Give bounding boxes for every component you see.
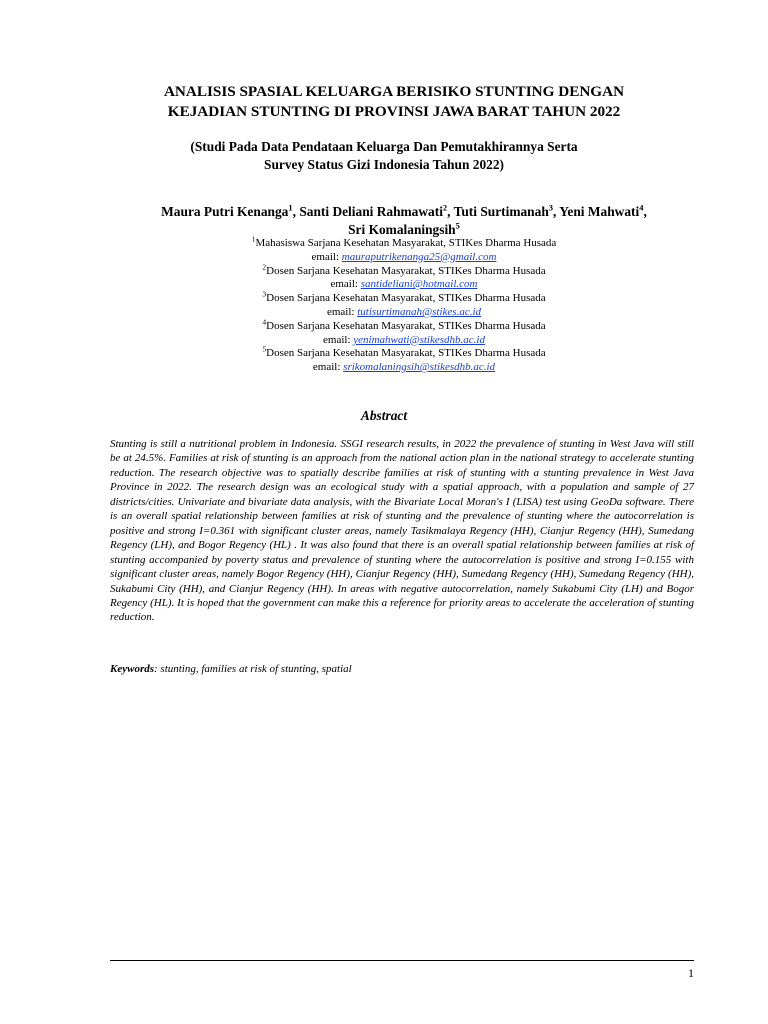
affiliation-number: 4 [262, 317, 267, 327]
paper-title [90, 82, 698, 122]
email-link[interactable]: tutisurtimanah@stikes.ac.id [357, 305, 482, 318]
footer-divider [110, 960, 694, 961]
author-separator: , [292, 204, 300, 219]
email-link[interactable]: srikomalaningsih@stikesdhb.ac.id [343, 361, 496, 374]
keywords [110, 662, 694, 676]
affiliation-number: 2 [262, 261, 267, 271]
title-line-2: KEJADIAN STUNTING DI PROVINSI JAWA BARAT TAHUN 2022 [167, 103, 621, 120]
email-label: email: [326, 305, 358, 318]
author-name: Tuti Surtimanah [453, 204, 549, 219]
author-list [90, 203, 718, 239]
author-separator: , [643, 204, 647, 219]
email-label: email: [312, 361, 344, 374]
affiliation-email-line [90, 278, 718, 292]
email-label: email: [311, 250, 342, 263]
affiliation-institution [90, 344, 718, 361]
author-affiliation-number: 3 [548, 202, 554, 213]
affiliation-list [90, 234, 718, 375]
author-name: Santi Deliani Rahmawati [299, 204, 443, 219]
affiliation-institution [90, 234, 718, 251]
author-name: Maura Putri Kenanga [161, 204, 289, 219]
email-label: email: [330, 278, 361, 291]
affiliation-number: 3 [262, 289, 267, 299]
title-line-1: ANALISIS SPASIAL KELUARGA BERISIKO STUNTING DENGAN [163, 83, 625, 100]
affiliation-email-line [90, 361, 718, 375]
affiliation-name: Dosen Sarjana Kesehatan Masyarakat, STIKes Dharma Husada [266, 347, 546, 360]
author-separator: , [447, 204, 454, 219]
page-number: 1 [688, 966, 694, 980]
affiliation-name: Dosen Sarjana Kesehatan Masyarakat, STIKes Dharma Husada [266, 292, 546, 305]
paper-subtitle [110, 138, 658, 174]
affiliation-institution [90, 261, 718, 279]
author-affiliation-number: 2 [442, 202, 448, 213]
affiliation-email-line [90, 306, 718, 320]
affiliation-institution [90, 317, 718, 334]
subtitle-line-2: Survey Status Gizi Indonesia Tahun 2022) [264, 157, 504, 172]
affiliation-institution [90, 289, 718, 306]
affiliation-number: 5 [262, 344, 267, 354]
email-link[interactable]: mauraputrikenanga25@gmail.com [341, 250, 497, 263]
author-name: Sri Komalaningsih [348, 222, 456, 237]
abstract-heading: Abstract [360, 408, 408, 423]
email-label: email: [323, 333, 354, 346]
keywords-label: Keywords [110, 663, 154, 675]
author-affiliation-number: 5 [455, 220, 460, 231]
author-line-1 [90, 203, 718, 221]
affiliation-email-line [90, 334, 718, 348]
affiliation-name: Dosen Sarjana Kesehatan Masyarakat, STIKes Dharma Husada [266, 319, 546, 332]
abstract-body: Stunting is still a nutritional problem in Indonesia. SSGI research results, in 2022 the prevalence of stunting in West Java will still be at 24.5%. Families at risk of stunting is an approach from the national action plan in the national strategy to accelerate stunting reduction. The research objective was to spatially describe families at risk of stunting with a stunting prevalence in West Java Province in 2022. The research design was an ecological study with a spatial approach, with a population and sample of 27 districts/cities. Univariate and bivariate data analysis, with the Bivariate Local Moran's I (LISA) test using GeoDa software. There is an overall spatial relationship between families at risk of stunting and the prevalence of stunting where the autocorrelation is positive and strong I=0.361 with significant cluster areas, namely Tasikmalaya Regency (HH), Cianjur Regency (HH), Sumedang Regency (LH), and Bogor Regency (HL) . It was also found that there is an overall spatial relationship between families at risk of stunting accompanied by poverty status and prevalence of stunting where the autocorrelation is positive and strong I=0.155 with significant cluster areas, namely Bogor Regency (HH), Cianjur Regency (HH), Sumedang Regency (HH), Sumedang Regency (HH), Sukabumi City (HH), and Cianjur Regency (HH). In areas with negative autocorrelation, namely Sukabumi City (LH) and Bogor Regency (HL). It is hoped that the government can make this a reference for priority areas to accelerate the acceleration of stunting reduction. [110, 438, 694, 624]
keywords-list: : stunting, families at risk of stunting, spatial [154, 663, 352, 675]
affiliation-number: 1 [251, 234, 256, 244]
affiliation-name: Mahasiswa Sarjana Kesehatan Masyarakat, STIKes Dharma Husada [255, 237, 557, 249]
subtitle-line-1: (Studi Pada Data Pendataan Keluarga Dan Pemutakhirannya Serta [190, 139, 578, 154]
author-separator: , [553, 204, 560, 219]
email-link[interactable]: santideliani@hotmail.com [360, 278, 478, 291]
author-affiliation-number: 4 [639, 202, 644, 213]
affiliation-name: Dosen Sarjana Kesehatan Masyarakat, STIKes Dharma Husada [266, 264, 546, 277]
email-link[interactable]: yenimahwati@stikesdhb.ac.id [353, 333, 485, 346]
author-name: Yeni Mahwati [559, 204, 640, 219]
author-affiliation-number: 1 [288, 202, 293, 213]
affiliation-email-line [90, 251, 718, 265]
